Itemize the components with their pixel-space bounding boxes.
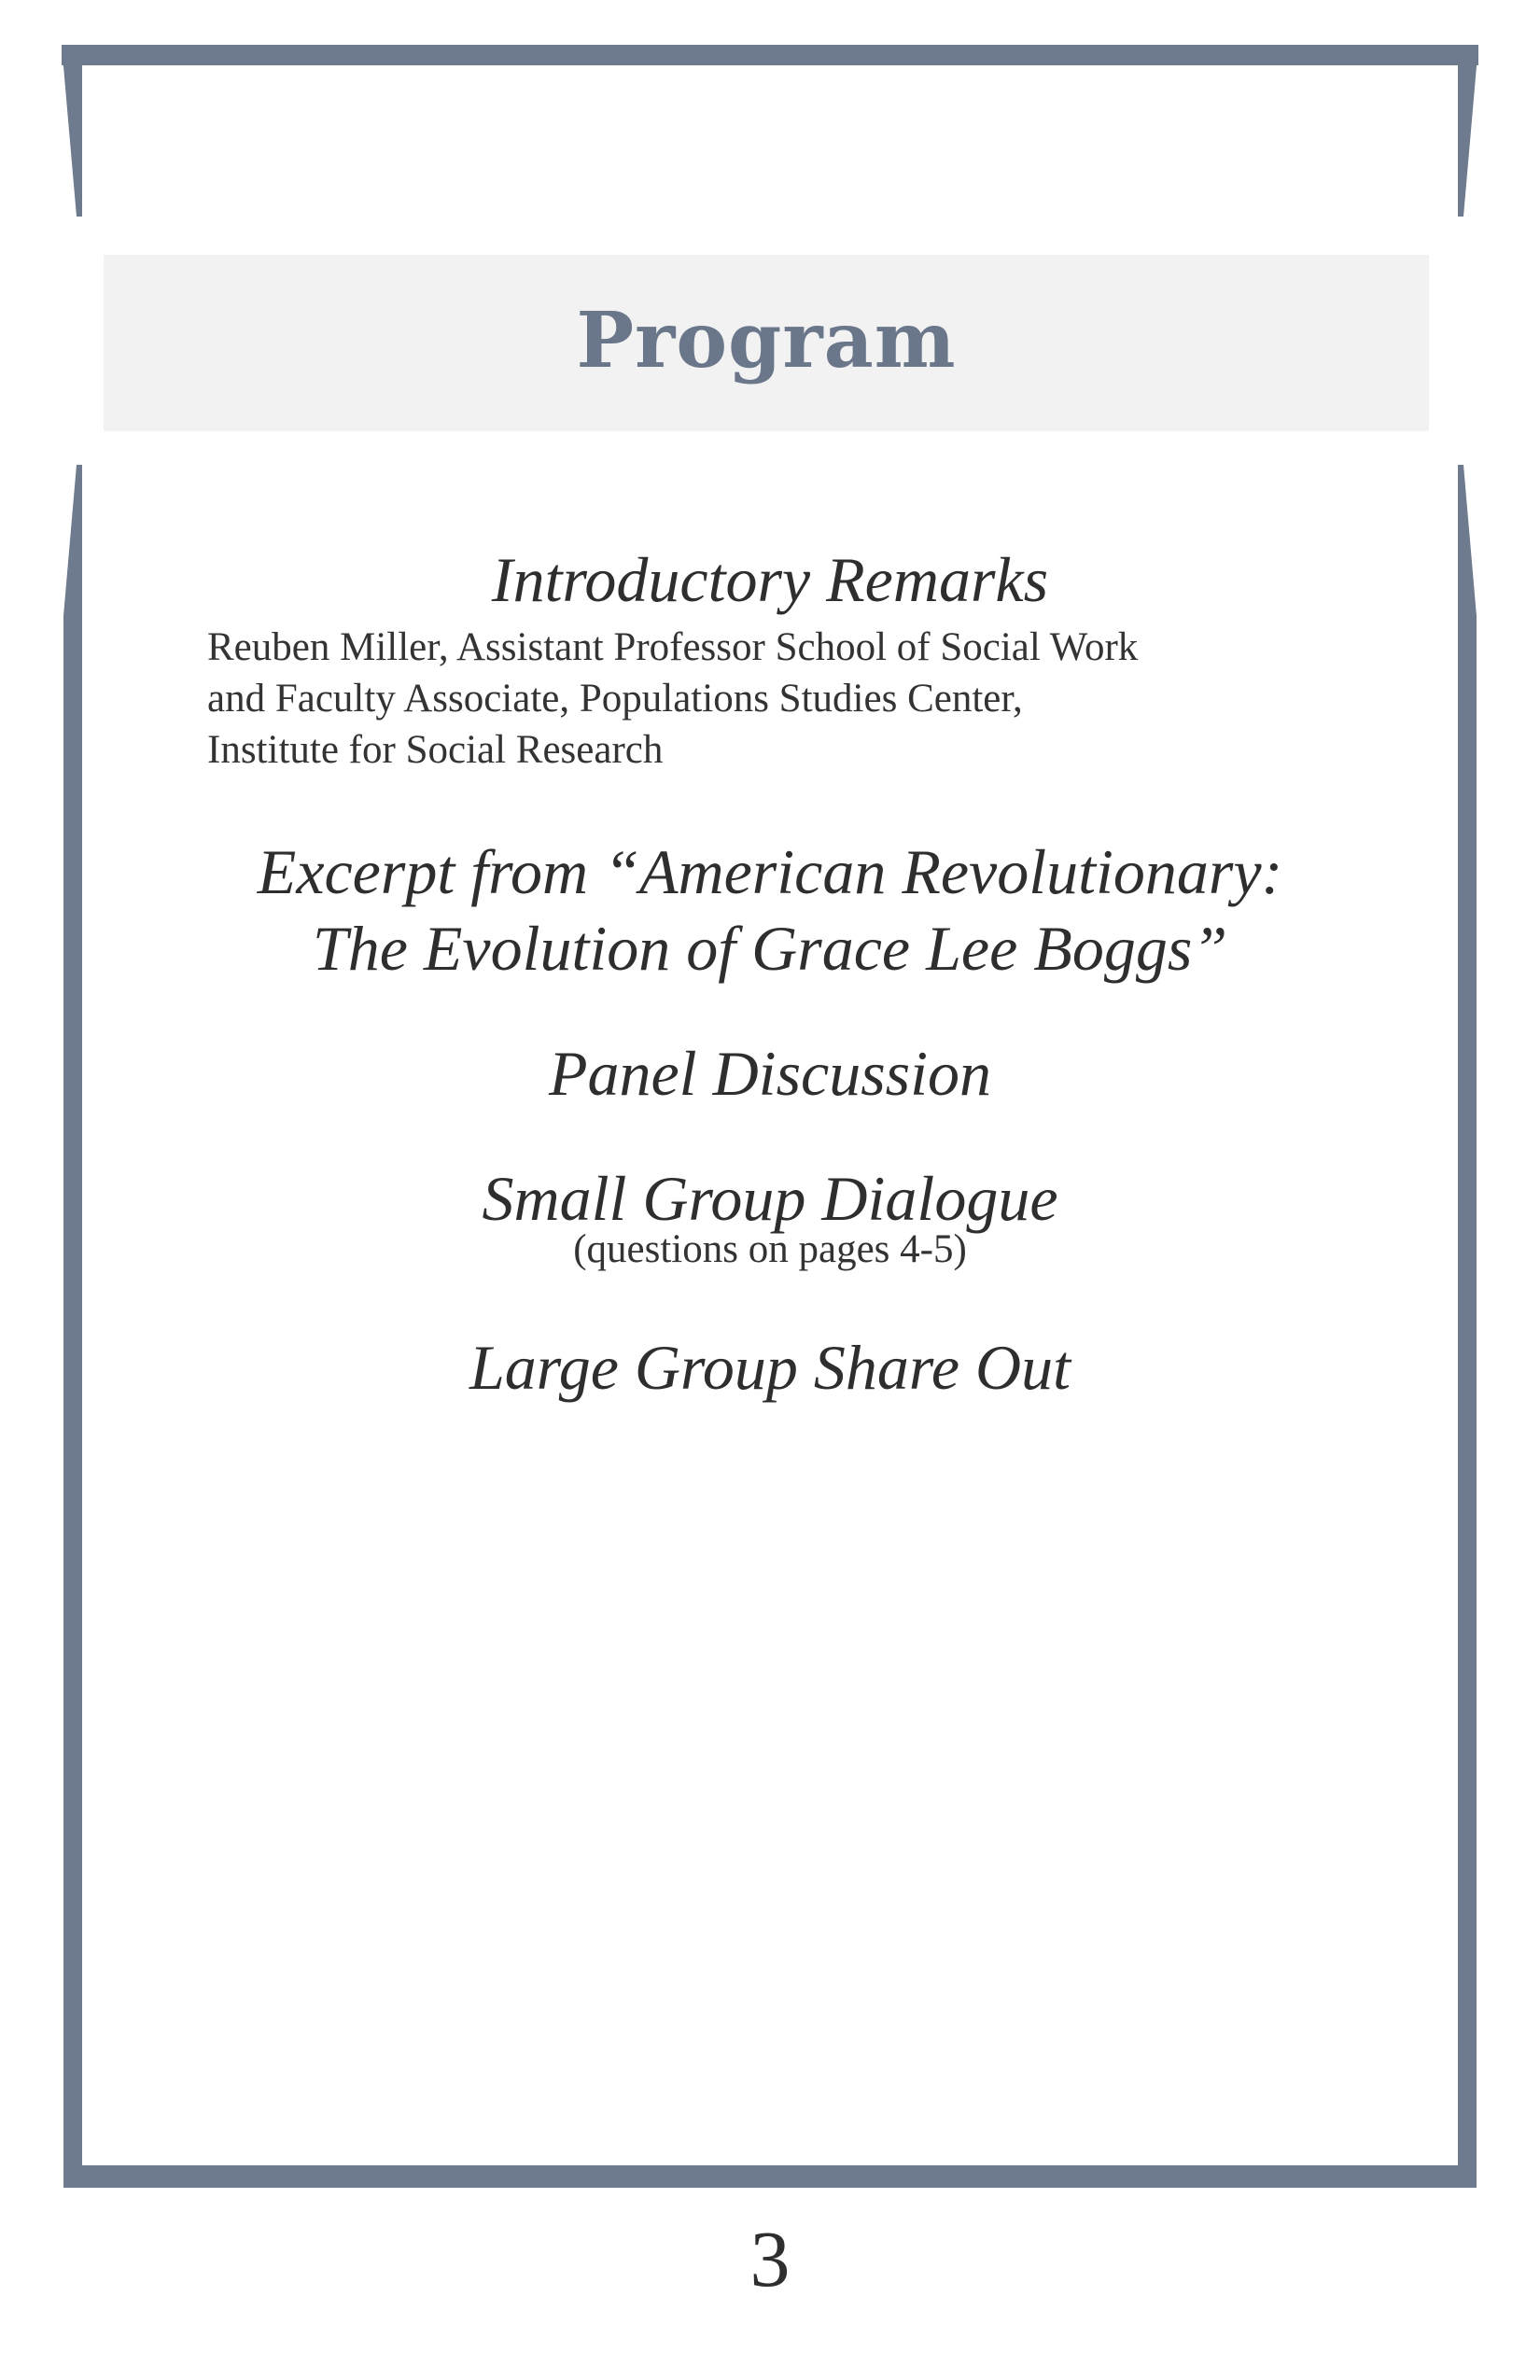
large-group-title: Large Group Share Out: [469, 1332, 1071, 1403]
intro-title: Introductory Remarks: [491, 544, 1049, 615]
program-item-intro: [140, 541, 1400, 776]
page-number: 3: [749, 2214, 791, 2303]
program-item-excerpt: [140, 833, 1400, 987]
program-item-small-group: [140, 1160, 1400, 1275]
excerpt-title-line: The Evolution of Grace Lee Boggs”: [312, 913, 1228, 984]
small-group-note: (questions on pages 4-5): [573, 1227, 967, 1271]
intro-detail-line: Reuben Miller, Assistant Professor School of Social Work: [207, 625, 1139, 669]
title-banner: [104, 255, 1429, 431]
panel-title: Panel Discussion: [548, 1038, 992, 1109]
program-list: [140, 541, 1400, 1406]
program-item-panel: [140, 1035, 1400, 1112]
small-group-title: Small Group Dialogue: [482, 1163, 1058, 1234]
intro-detail-line: and Faculty Associate, Populations Studies Center,: [207, 677, 1023, 721]
intro-detail-line: Institute for Social Research: [207, 728, 664, 772]
program-item-large-group: [140, 1329, 1400, 1406]
intro-speaker-details: [140, 622, 1400, 776]
excerpt-title-line: Excerpt from “American Revolutionary:: [257, 836, 1283, 907]
page-title: Program: [576, 295, 957, 385]
